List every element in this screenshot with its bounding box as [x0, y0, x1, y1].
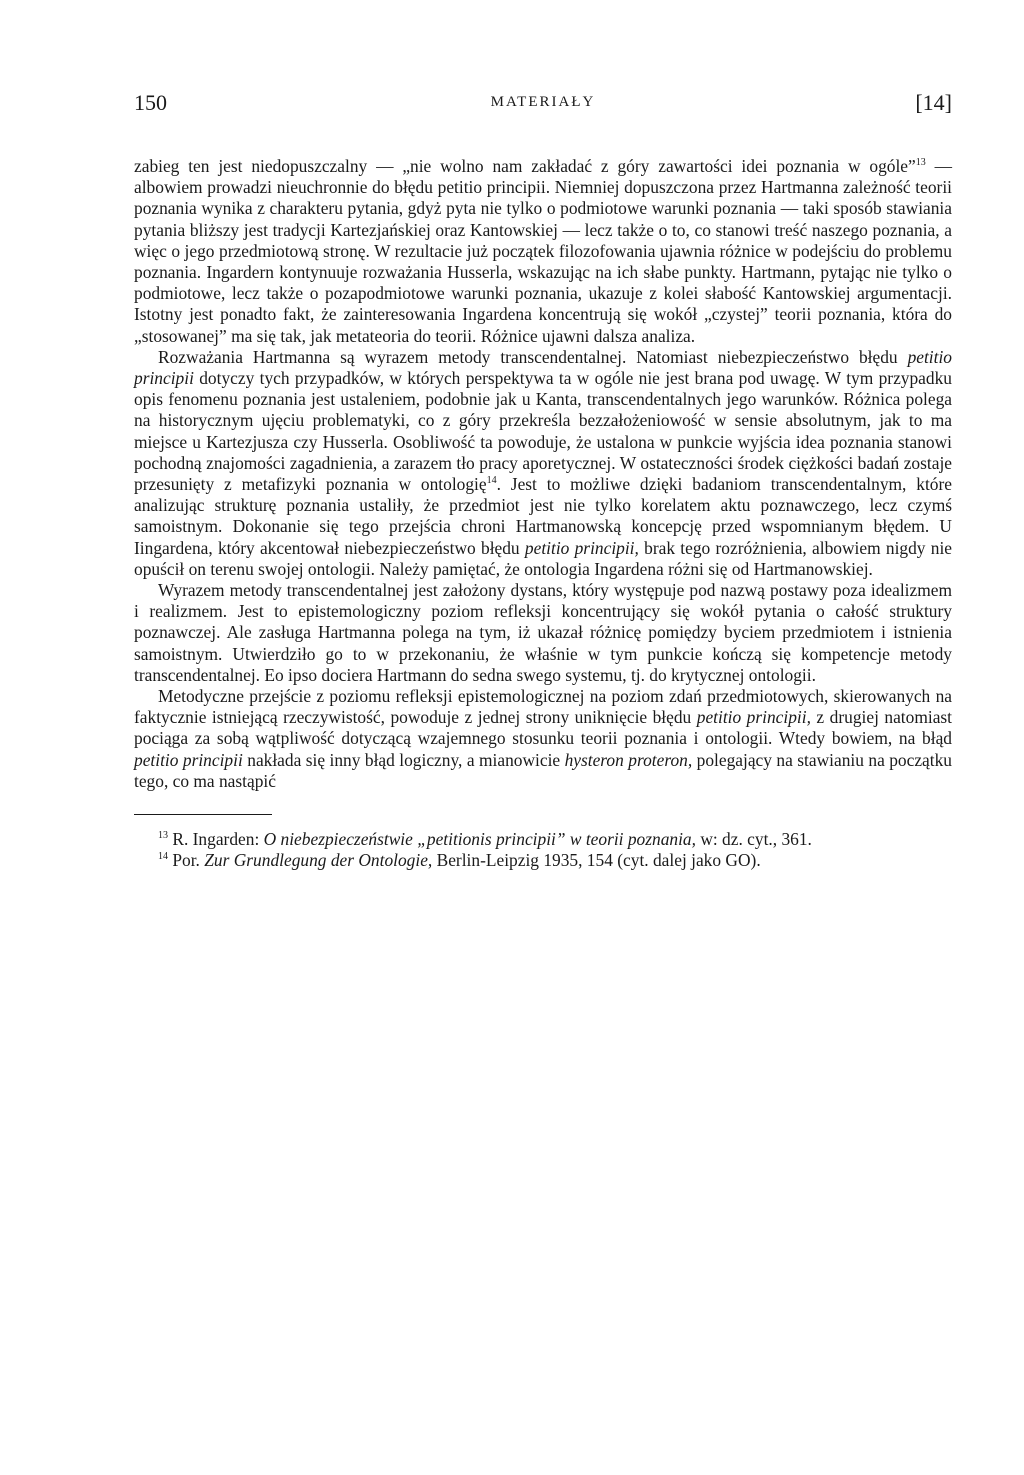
text-run: Metodyczne przejście z poziomu refleksji epistemologicznej na poziom zdań przedmiotowych, skierowanych na faktycznie istniejącą rzeczywistość, powoduje z jednej strony uniknięcie błędu	[134, 686, 952, 728]
footnote-ref: 14	[158, 851, 168, 863]
italic-text: petitio principii,	[696, 707, 811, 728]
footnote	[134, 850, 952, 871]
text-run: nakłada się inny błąd logiczny, a mianowicie	[242, 749, 565, 770]
page	[134, 90, 952, 872]
footnote-ref: 14	[486, 475, 497, 487]
text-run: Rozważania Hartmanna są wyrazem metody transcendentalnej. Natomiast niebezpieczeństwo błędu	[158, 346, 908, 367]
italic-text: O niebezpieczeństwie „petitionis principii” w teorii poznania,	[263, 829, 696, 850]
footnote-divider	[134, 814, 272, 815]
paragraph	[134, 580, 952, 686]
italic-text: petitio principii	[134, 346, 952, 389]
footnote-ref: 13	[915, 157, 926, 169]
italic-text: Zur Grundlegung der Ontologie,	[204, 850, 433, 871]
page-header	[134, 90, 952, 136]
paragraph	[134, 347, 952, 580]
text-run: polegający na stawianiu na początku tego, co ma nastąpić	[134, 749, 953, 791]
page-number: 150	[134, 90, 167, 115]
text-run: Por.	[168, 850, 205, 871]
footnote	[134, 829, 952, 850]
text-run: Wyrazem metody transcendentalnej jest założony dystans, który występuje pod nazwą postawy poza idealizmem i realizmem. Jest to epistemologiczny poziom refleksji koncentrujący się wokół pytania o całość struktury poznawczej. Ale zasługa Hartmanna polega na tym, iż ukazał różnicę pomiędzy byciem przedmiotem i istnienia samoistnym. Utwierdziło go to w przekonaniu, że właśnie w tym punkcie kończą się kompetencje metody transcendentalnej. Eo ipso dociera Hartmann do sedna swego systemu, tj. do krytycznej ontologii.	[134, 580, 952, 685]
body-text	[134, 156, 952, 792]
text-run: brak tego rozróżnienia, albowiem nigdy nie opuścił on terenu swojej ontologii. Należy pamiętać, że ontologia Ingardena różni się od Hartmanowskiej.	[134, 537, 952, 579]
footnote-ref: 13	[158, 830, 168, 842]
paragraph	[134, 156, 952, 347]
text-run: Berlin-Leipzig 1935, 154 (cyt. dalej jako GO).	[432, 850, 761, 871]
text-run: — albowiem prowadzi nieuchronnie do błędu petitio principii. Niemniej dopuszczona przez Hartmanna zależność teorii poznania wynika z charakteru pytania, gdyż pyta nie tylko o podmiotowe warunki poznania — taki sposób stawiania pytania bliższy jest tradycji Kartezjańskiej oraz Kantowskiej — lecz także o to, co stanowi treść naszego poznania, a więc o jego przedmiotową stronę. W rezultacie już początek filozofowania ujawnia różnice w podejściu do problemu poznania. Ingardern kontynuuje rozważania Husserla, wskazując na ich słabe punkty. Hartmann, pytając nie tylko o podmiotowe, lecz także o pozapodmiotowe warunki poznania, ukazuje z kolei słabość Kantowskiej argumentacji. Istotny jest ponadto fakt, że zainteresowania Ingardena koncentrują się wokół „czystej” teorii poznania, która do „stosowanej” ma się tak, jak metateoria do teorii. Różnice ujawni dalsza analiza.	[134, 156, 952, 346]
footnotes	[134, 829, 952, 871]
italic-text: petitio principii	[134, 749, 243, 770]
section-number: [14]	[915, 90, 952, 115]
paragraph	[134, 686, 952, 792]
italic-text: hysteron proteron,	[564, 749, 693, 770]
text-run: . Jest to możliwe dzięki badaniom transcendentalnym, które analizując strukturę poznania ustaliły, że przedmiot jest nie tylko korelatem aktu poznawczego, lecz czymś samoistnym. Dokonanie się tego przejścia chroni Hartmanowską koncepcję przed wspomnianym błędem. U Iingardena, który akcentował niebezpieczeństwo błędu	[134, 474, 952, 558]
text-run: dotyczy tych przypadków, w których perspektywa ta w ogóle nie jest brana pod uwagę. W tym przypadku opis fenomenu poznania jest ustaleniem, podobnie jak u Kanta, transcendentalnych jego warunków. Różnica polega na historycznym ujęciu problematyki, co z góry przekreśla bezzałożeniowość w sensie absolutnym, jak to ma miejsce u Kartezjusza czy Husserla. Osobliwość ta powoduje, że ustalona w punkcie wyjścia idea poznania stanowi pochodną znajomości zagadnienia, a zarazem tło pracy aporetycznej. W ostateczności środek ciężkości badań zostaje przesunięty z metafizyki poznania w ontologię	[134, 368, 952, 495]
text-run: R. Ingarden:	[168, 829, 264, 850]
text-run: z drugiej natomiast pociąga za sobą wątpliwość dotyczącą wzajemnego stosunku teorii poznania i ontologii. Wtedy bowiem, na błąd	[134, 707, 953, 749]
italic-text: petitio principii,	[524, 537, 639, 558]
text-run: w: dz. cyt., 361.	[695, 829, 812, 850]
running-title: MATERIAŁY	[490, 94, 596, 110]
text-run: zabieg ten jest niedopuszczalny — „nie wolno nam zakładać z góry zawartości idei poznania w ogóle”	[134, 156, 916, 176]
